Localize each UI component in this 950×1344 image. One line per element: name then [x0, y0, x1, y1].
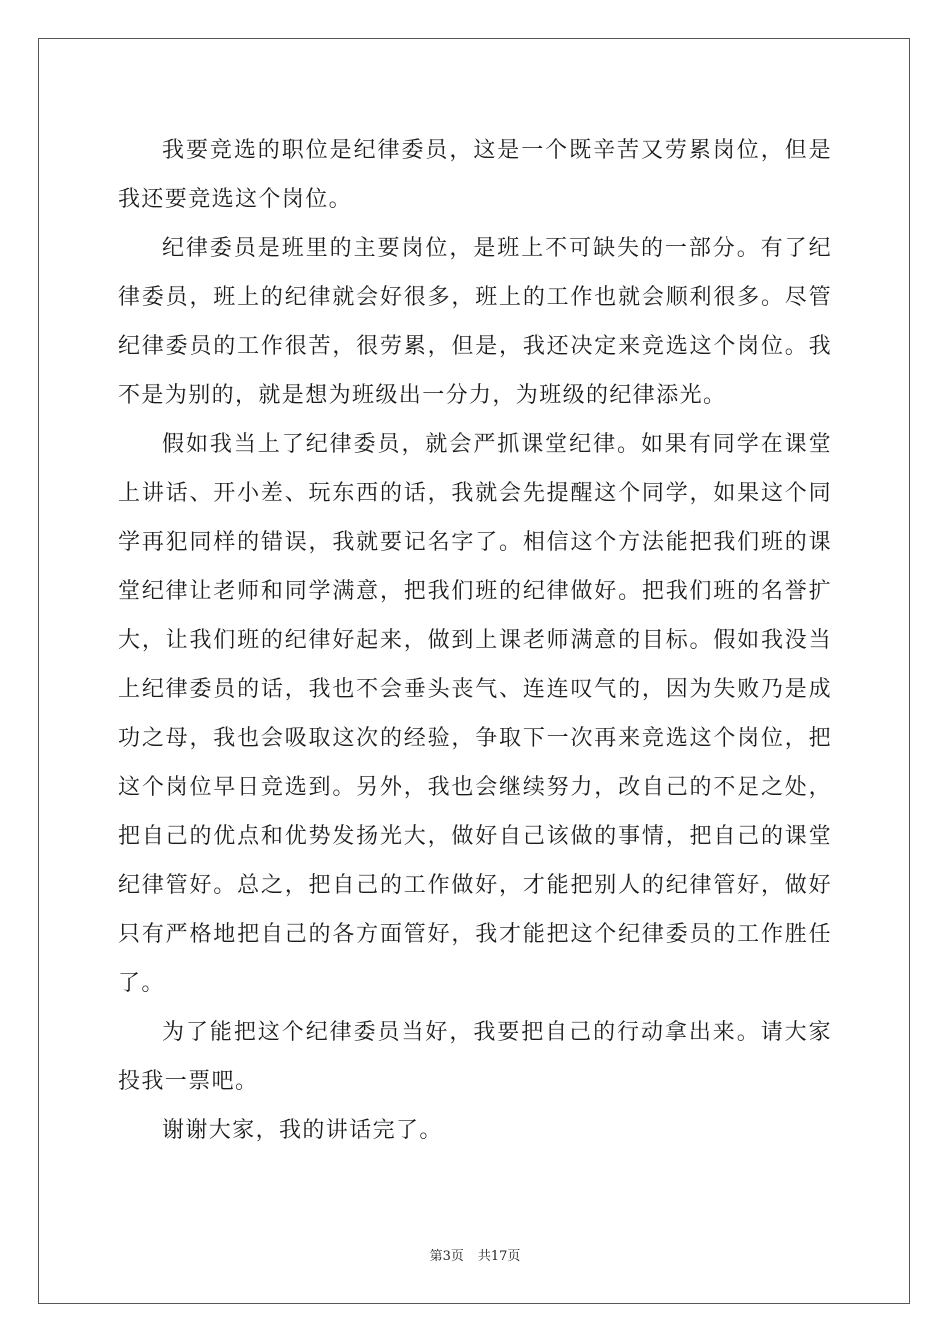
- page-footer: [0, 1245, 950, 1264]
- paragraph-5: 谢谢大家，我的讲话完了。: [162, 1118, 443, 1143]
- page-number: 第3页: [429, 1249, 464, 1264]
- paragraph-3: 假如我当上了纪律委员，就会严抓课堂纪律。如果有同学在课堂上讲话、开小差、玩东西的话，我就会先提醒这个同学，如果这个同学再犯同样的错误，我就要记名字了。相信这个方法能把我们班的课堂纪律让老师和同学满意，把我们班的纪律做好。把我们班的名誉扩大，让我们班的纪律好起来，做到上课老师满意的目标。假如我没当上纪律委员的话，我也不会垂头丧气、连连叹气的，因为失败乃是成功之母，我也会吸取这次的经验，争取下一次再来竞选这个岗位，把这个岗位早日竞选到。另外，我也会继续努力，改自己的不足之处，把自己的优点和优势发扬光大，做好自己该做的事情，把自己的课堂纪律管好。总之，把自己的工作做好，才能把别人的纪律管好，做好只有严格地把自己的各方面管好，我才能把这个纪律委员的工作胜任了。: [118, 432, 832, 996]
- page-total: 共17页: [477, 1249, 521, 1264]
- document-body: [118, 126, 832, 1155]
- paragraph-1: 我要竞选的职位是纪律委员，这是一个既辛苦又劳累岗位，但是我还要竞选这个岗位。: [118, 138, 832, 212]
- paragraph-2: 纪律委员是班里的主要岗位，是班上不可缺失的一部分。有了纪律委员，班上的纪律就会好很多，班上的工作也就会顺利很多。尽管纪律委员的工作很苦，很劳累，但是，我还决定来竞选这个岗位。我不是为别的，就是想为班级出一分力，为班级的纪律添光。: [118, 236, 832, 408]
- paragraph-4: 为了能把这个纪律委员当好，我要把自己的行动拿出来。请大家投我一票吧。: [118, 1020, 832, 1094]
